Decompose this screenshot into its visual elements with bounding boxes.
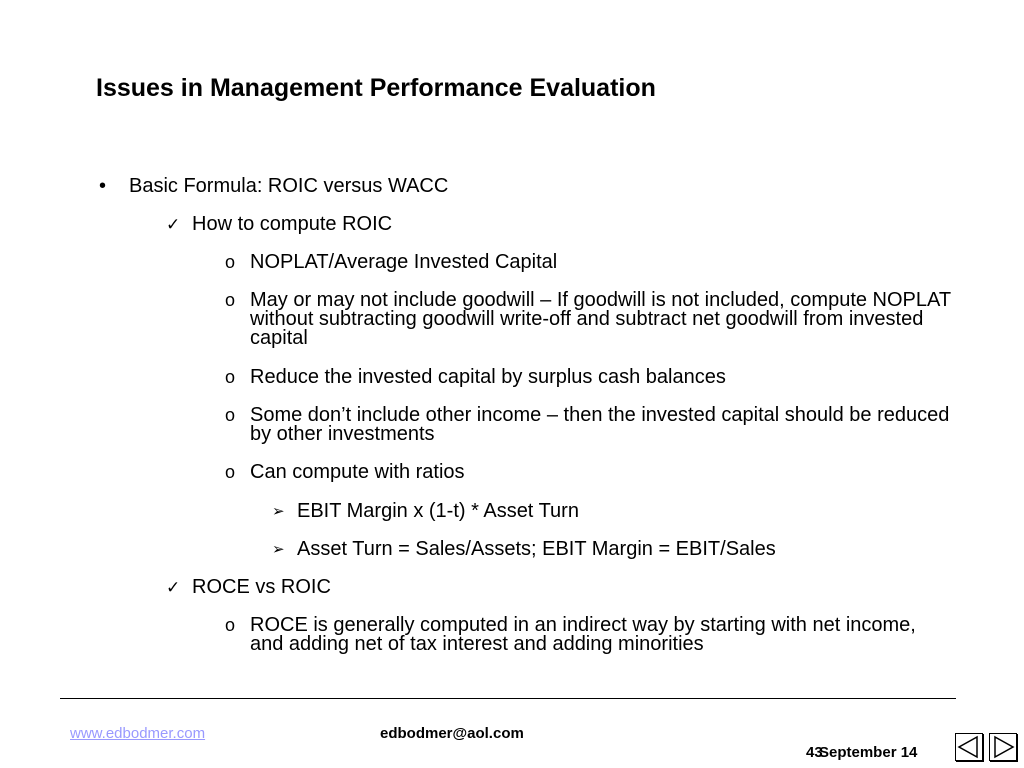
check-icon: ✓ bbox=[166, 578, 181, 597]
item-goodwill: May or may not include goodwill – If goodwill is not included, compute NOPLAT without subtracting goodwill write-off and subtract net goodwill from invested capital bbox=[250, 289, 951, 349]
item-ebit-margin: EBIT Margin x (1-t) * Asset Turn bbox=[297, 500, 579, 522]
subbullet-roce-vs-roic: ROCE vs ROIC bbox=[192, 576, 331, 598]
sub-marker: o bbox=[225, 290, 236, 310]
slide-title: Issues in Management Performance Evaluation bbox=[96, 74, 656, 102]
next-slide-button[interactable] bbox=[989, 733, 1017, 761]
item-asset-turn: Asset Turn = Sales/Assets; EBIT Margin = EBIT/Sales bbox=[297, 538, 776, 560]
previous-slide-button[interactable] bbox=[955, 733, 983, 761]
subbullet-how-to-compute-roic: How to compute ROIC bbox=[192, 213, 393, 235]
item-roce-indirect: ROCE is generally computed in an indirect way by starting with net income, and adding net of tax interest and adding minorities bbox=[250, 614, 916, 655]
bullet-marker: • bbox=[99, 175, 107, 197]
footer-date: September 14 bbox=[819, 744, 918, 761]
triangle-right-icon bbox=[990, 734, 1016, 760]
arrow-bullet-icon: ➢ bbox=[272, 503, 285, 520]
arrow-bullet-icon: ➢ bbox=[272, 541, 285, 558]
footer-email: edbodmer@aol.com bbox=[380, 725, 524, 742]
sub-marker: o bbox=[225, 367, 236, 387]
sub-marker: o bbox=[225, 252, 236, 272]
triangle-left-icon bbox=[956, 734, 982, 760]
item-compute-ratios: Can compute with ratios bbox=[250, 461, 465, 483]
website-link[interactable]: www.edbodmer.com bbox=[70, 725, 206, 742]
item-surplus-cash: Reduce the invested capital by surplus cash balances bbox=[250, 366, 726, 388]
page-number: 43 bbox=[806, 744, 823, 761]
sub-marker: o bbox=[225, 405, 236, 425]
bullet-basic-formula: Basic Formula: ROIC versus WACC bbox=[129, 175, 449, 197]
item-other-income: Some don’t include other income – then the invested capital should be reduced by other investments bbox=[250, 404, 950, 445]
check-icon: ✓ bbox=[166, 215, 181, 234]
footer-divider bbox=[60, 698, 956, 699]
item-noplat-average: NOPLAT/Average Invested Capital bbox=[250, 251, 558, 273]
sub-marker: o bbox=[225, 462, 236, 482]
sub-marker: o bbox=[225, 615, 236, 635]
